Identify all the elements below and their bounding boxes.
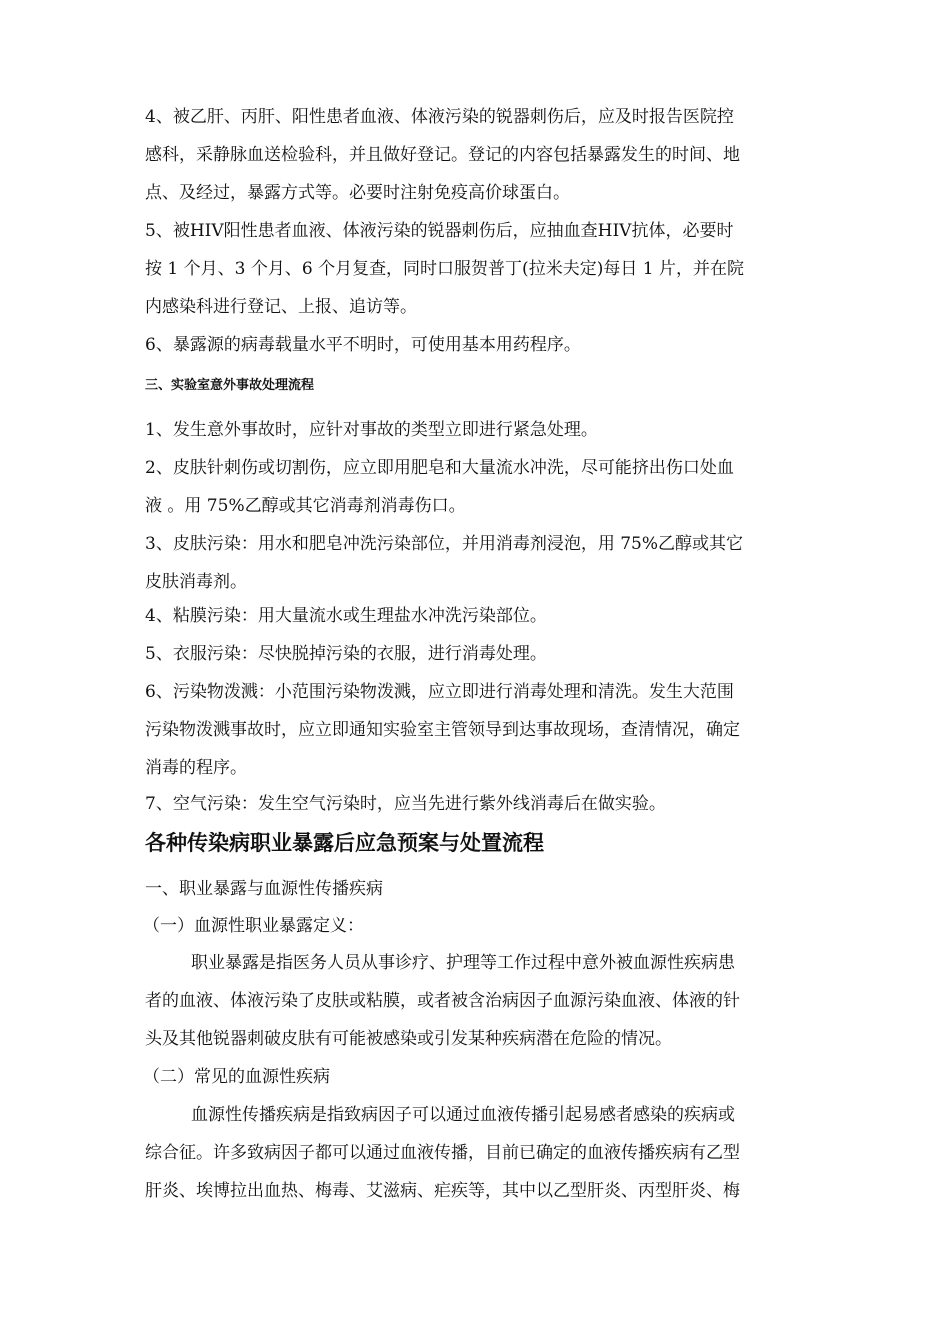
paragraph-line: 液 。用 75%乙醇或其它消毒剂消毒伤口。 [145,496,466,516]
paragraph-line: 3、皮肤污染：用水和肥皂冲洗污染部位，并用消毒剂浸泡，用 75%乙醇或其它 [145,534,744,554]
paragraph-line: 感科，采静脉血送检验科，并且做好登记。登记的内容包括暴露发生的时间、地 [145,145,740,165]
subsection-heading: （一）血源性职业暴露定义： [143,916,364,936]
paragraph-line: 皮肤消毒剂。 [145,572,247,592]
paragraph-line: 7、空气污染：发生空气污染时，应当先进行紫外线消毒后在做实验。 [145,794,666,814]
subsection-heading: （二）常见的血源性疾病 [143,1067,330,1087]
paragraph-line: 6、污染物泼溅：小范围污染物泼溅，应立即进行消毒处理和清洗。发生大范围 [145,682,734,702]
paragraph-line: 2、皮肤针刺伤或切割伤，应立即用肥皂和大量流水冲洗，尽可能挤出伤口处血 [145,458,734,478]
paragraph-line: 点、及经过，暴露方式等。必要时注射免疫高价球蛋白。 [145,183,570,203]
paragraph-line: 者的血液、体液污染了皮肤或粘膜，或者被含治病因子血源污染血液、体液的针 [145,991,740,1011]
paragraph-line: 按 1 个月、3 个月、6 个月复查，同时口服贺普丁(拉米夫定)每日 1 片，并在院 [145,259,744,279]
paragraph-line: 污染物泼溅事故时，应立即通知实验室主管领导到达事故现场，查清情况，确定 [145,720,740,740]
paragraph-line: 1、发生意外事故时，应针对事故的类型立即进行紧急处理。 [145,420,598,440]
paragraph-line: 血源性传播疾病是指致病因子可以通过血液传播引起易感者感染的疾病或 [191,1105,735,1125]
section-heading: 一、职业暴露与血源性传播疾病 [145,879,383,899]
document-title: 各种传染病职业暴露后应急预案与处置流程 [145,831,544,855]
paragraph-line: 5、衣服污染：尽快脱掉污染的衣服，进行消毒处理。 [145,644,547,664]
paragraph-line: 职业暴露是指医务人员从事诊疗、护理等工作过程中意外被血源性疾病患 [191,953,735,973]
paragraph-line: 6、暴露源的病毒载量水平不明时，可使用基本用药程序。 [145,335,581,355]
paragraph-line: 消毒的程序。 [145,758,247,778]
paragraph-line: 肝炎、埃博拉出血热、梅毒、艾滋病、疟疾等，其中以乙型肝炎、丙型肝炎、梅 [145,1181,740,1201]
paragraph-line: 综合征。许多致病因子都可以通过血液传播，目前已确定的血液传播疾病有乙型 [145,1143,740,1163]
paragraph-line: 头及其他锐器刺破皮肤有可能被感染或引发某种疾病潜在危险的情况。 [145,1029,672,1049]
paragraph-line: 5、被HIV阳性患者血液、体液污染的锐器刺伤后，应抽血查HIV抗体，必要时 [145,221,734,241]
section-heading: 三、实验室意外事故处理流程 [145,378,315,393]
paragraph-line: 4、粘膜污染：用大量流水或生理盐水冲洗污染部位。 [145,606,547,626]
paragraph-line: 内感染科进行登记、上报、追访等。 [145,297,417,317]
paragraph-line: 4、被乙肝、丙肝、阳性患者血液、体液污染的锐器刺伤后，应及时报告医院控 [145,107,734,127]
